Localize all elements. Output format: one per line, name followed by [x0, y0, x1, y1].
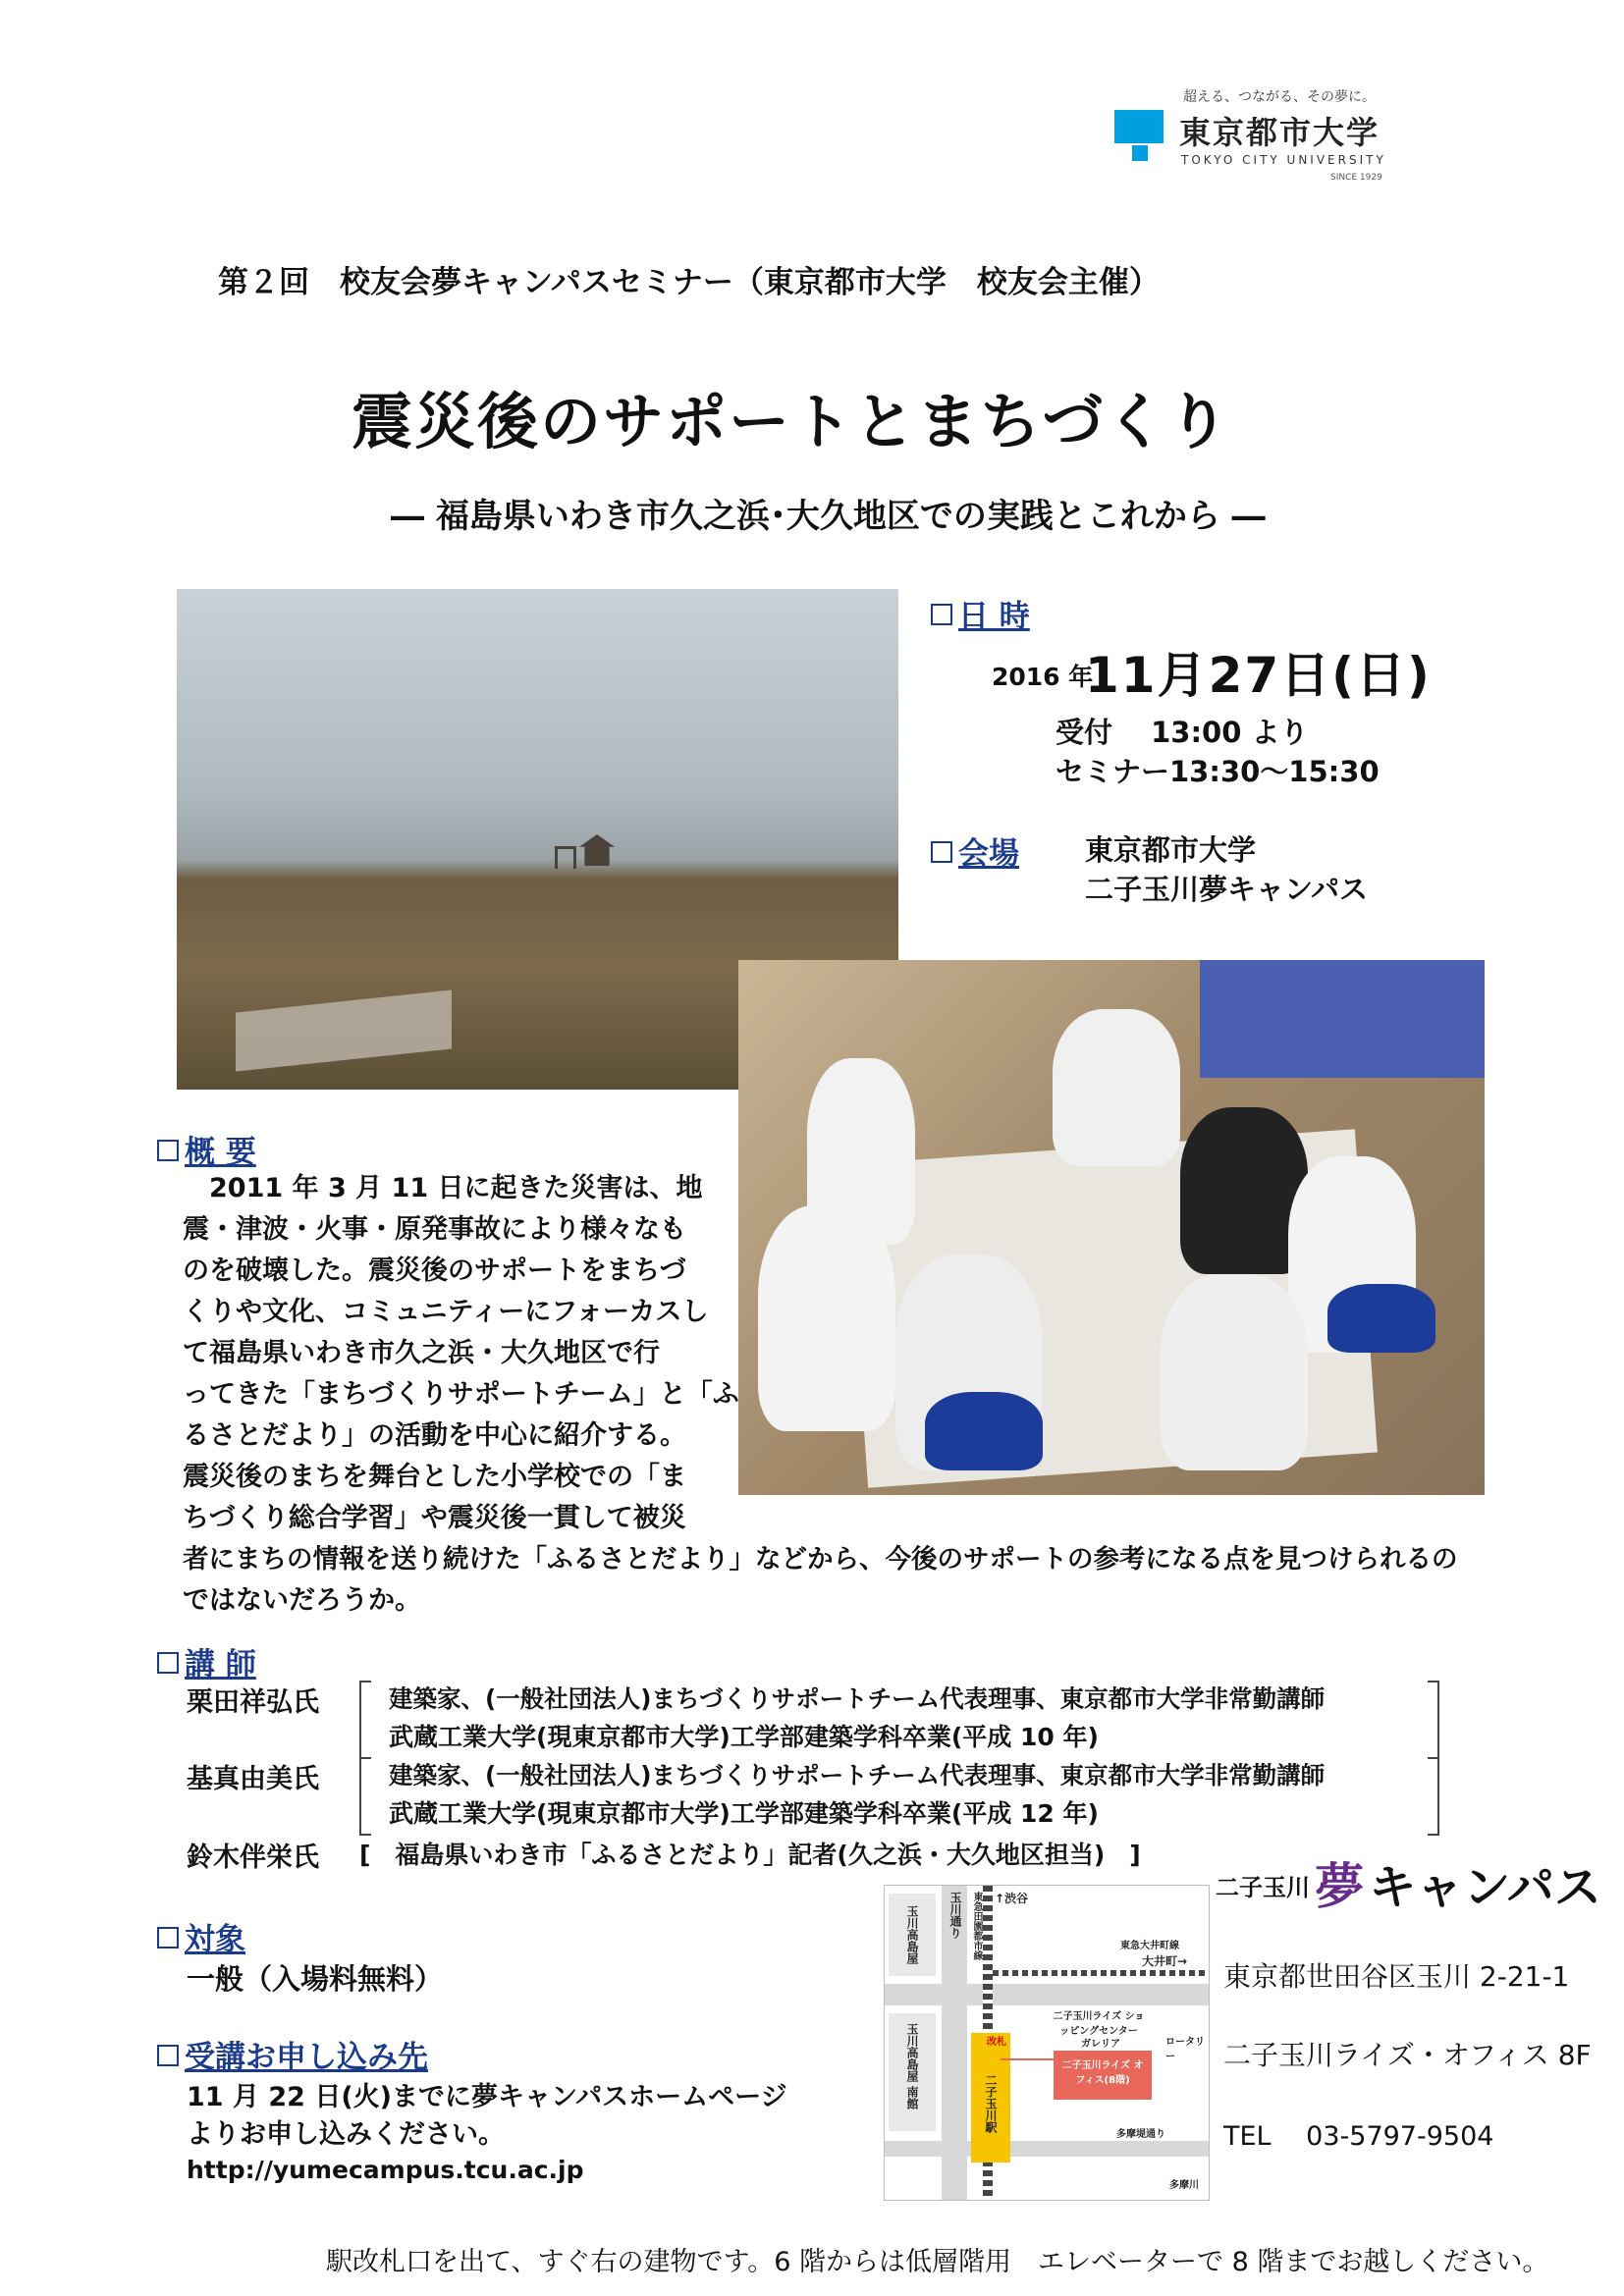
map-label: 東急田園都市線 [971, 1892, 982, 1960]
logo-tagline: 超える、つながる、その夢に。 [1183, 89, 1376, 105]
map-label: ガレリア [1081, 2039, 1120, 2050]
student-figure [1053, 1009, 1180, 1166]
subtitle: ― 福島県いわき市久之浜･大久地区での実践とこれから ― [391, 497, 1266, 536]
campus-prefix: 二子玉川 [1216, 1874, 1310, 1901]
logo-mark-icon [1114, 110, 1164, 143]
map-label: 二子玉川駅 [984, 2074, 998, 2133]
map-label: 多摩川 [1169, 2180, 1199, 2191]
overview-heading: 概 要 [157, 1127, 256, 1171]
footer-note: 駅改札口を出て、すぐ右の建物です。6 階からは低層階用 エレベーターで 8 階までお越しください。 [326, 2247, 1549, 2277]
bracket-left [359, 1757, 371, 1836]
campus-tel: TEL 03-5797-9504 [1223, 2121, 1494, 2152]
apply-url[interactable]: http://yumecampus.tcu.ac.jp [187, 2156, 584, 2184]
lecturer-line: 建築家、(一般社団法人)まちづくりサポートチーム代表理事、東京都市大学非常勤講師 [389, 1684, 1326, 1713]
checkbox-icon [157, 1927, 179, 1949]
map-label: 玉川高島屋 南館 [905, 2023, 919, 2110]
overview-line: 震・津波・火事・原発事故により様々なも [183, 1214, 686, 1245]
venue-heading: 会場 [931, 828, 1019, 873]
event-year: 2016 年 [992, 663, 1094, 691]
logo-since: SINCE 1929 [1330, 173, 1382, 183]
checkbox-icon [157, 1140, 179, 1161]
access-map [884, 1885, 1210, 2201]
overview-line: 者にまちの情報を送り続けた「ふるさとだより」などから、今後のサポートの参考になる点を見つけられるの [183, 1544, 1458, 1575]
map-label: 二子玉川ライズ ショッピングセンター [1053, 2011, 1145, 2037]
lecturers-heading: 講 師 [157, 1639, 256, 1683]
event-date: 11月27日(日) [1085, 647, 1432, 704]
apply-line2: よりお申し込みください。 [187, 2119, 505, 2150]
apply-heading: 受講お申し込み先 [157, 2032, 428, 2076]
seminar-time: セミナー13:30～15:30 [1056, 755, 1380, 788]
map-road-horizontal [885, 2141, 1209, 2157]
debris-shape [236, 989, 452, 1071]
map-label: 改札 [987, 2037, 1006, 2048]
overview-line: 2011 年 3 月 11 日に起きた災害は、地 [183, 1173, 703, 1203]
target-text: 一般（入場料無料） [187, 1962, 444, 1996]
lecturer-name: 鈴木伴栄氏 [187, 1842, 319, 1873]
campus-yume: 夢 [1315, 1858, 1365, 1915]
shrine-icon [579, 834, 615, 866]
overview-line: るさとだより」の活動を中心に紹介する。 [183, 1420, 686, 1451]
checkbox-icon [157, 2045, 179, 2066]
overview-body [183, 1168, 1458, 1622]
checkbox-icon [931, 841, 952, 863]
datetime-heading: 日 時 [931, 591, 1030, 635]
reception-time: 受付 13:00 より [1056, 716, 1309, 749]
series-title: 第２回 校友会夢キャンパスセミナー（東京都市大学 校友会主催） [218, 265, 1160, 300]
venue-line1: 東京都市大学 [1085, 833, 1257, 867]
checkbox-icon [157, 1652, 179, 1674]
lecturer-line: [ 福島県いわき市「ふるさとだより」記者(久之浜・大久地区担当) ] [359, 1841, 1141, 1869]
map-label: 多摩堤通り [1116, 2129, 1165, 2140]
overview-line: ってきた「まちづくりサポートチーム」と「ふ [183, 1379, 739, 1410]
overview-line: 震災後のまちを舞台とした小学校での「ま [183, 1462, 686, 1492]
shelf-shape [1200, 960, 1485, 1078]
checkbox-icon [931, 604, 952, 625]
torii-icon [555, 846, 576, 869]
lecturer-name: 栗田祥弘氏 [187, 1687, 319, 1718]
overview-line: くりや文化、コミュニティーにフォーカスし [183, 1297, 709, 1327]
logo-name: 東京都市大学 [1179, 114, 1380, 151]
overview-line: て福島県いわき市久之浜・大久地区で行 [183, 1338, 660, 1368]
bracket-right [1428, 1757, 1439, 1836]
map-label: 東急大井町線 [1120, 1941, 1179, 1951]
lecturer-line: 武蔵工業大学(現東京都市大学)工学部建築学科卒業(平成 12 年) [389, 1799, 1099, 1828]
logo-mark-small-icon [1132, 145, 1148, 161]
map-label: 大井町→ [1142, 1954, 1188, 1968]
map-road-horizontal [885, 1984, 1209, 2005]
map-label: ↑渋谷 [995, 1892, 1029, 1905]
lecturer-name: 基真由美氏 [187, 1764, 319, 1794]
lecturer-line: 建築家、(一般社団法人)まちづくりサポートチーム代表理事、東京都市大学非常勤講師 [389, 1761, 1326, 1789]
map-label: 玉川通り [948, 1892, 962, 1939]
campus-kana: キャンパス [1369, 1860, 1601, 1915]
university-logo [1114, 86, 1389, 185]
overview-line: のを破壊した。震災後のサポートをまちづ [183, 1255, 686, 1286]
route-line [1001, 2058, 1054, 2060]
campus-address1: 東京都世田谷区玉川 2-21-1 [1223, 1960, 1570, 1993]
map-label: ロータリー [1165, 2037, 1205, 2062]
overview-line: ちづくり総合学習」や震災後一貫して被災 [183, 1503, 686, 1533]
apply-line1: 11 月 22 日(火)までに夢キャンパスホームページ [187, 2082, 787, 2112]
bracket-right [1428, 1681, 1439, 1759]
bracket-left [359, 1681, 371, 1759]
map-label: 二子玉川ライズ オフィス(8階) [1061, 2060, 1144, 2086]
campus-logo [1216, 1847, 1601, 1915]
main-title: 震災後のサポートとまちづくり [352, 386, 1231, 457]
lecturer-line: 武蔵工業大学(現東京都市大学)工学部建築学科卒業(平成 10 年) [389, 1723, 1099, 1751]
venue-line2: 二子玉川夢キャンパス [1085, 873, 1368, 906]
map-label: 玉川高島屋 [905, 1905, 919, 1964]
logo-english: TOKYO CITY UNIVERSITY [1181, 153, 1386, 167]
target-heading: 対象 [157, 1914, 245, 1958]
campus-address2: 二子玉川ライズ・オフィス 8F [1223, 2039, 1592, 2071]
overview-line: ではないだろうか。 [183, 1585, 421, 1616]
map-rail [993, 1970, 1209, 1976]
